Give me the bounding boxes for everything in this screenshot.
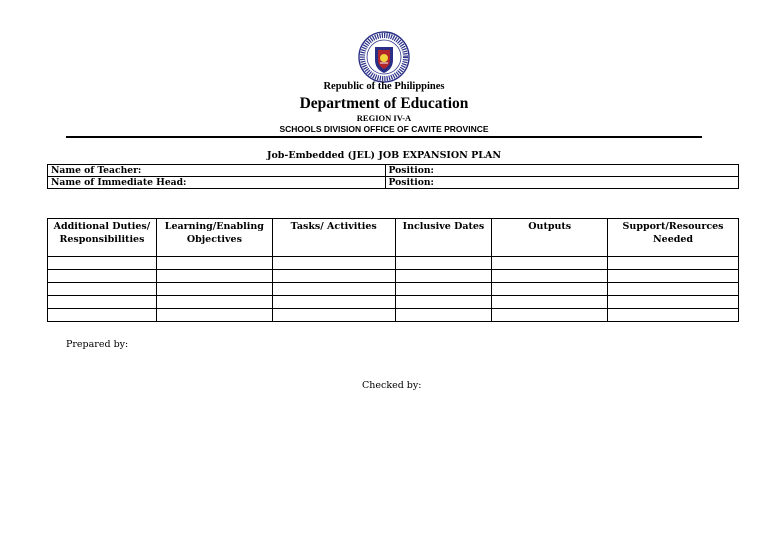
table-cell[interactable]	[395, 283, 492, 296]
head-position-field[interactable]	[385, 177, 738, 189]
table-cell[interactable]	[395, 296, 492, 309]
table-cell[interactable]	[48, 283, 157, 296]
table-cell[interactable]	[156, 257, 272, 270]
head-name-field[interactable]	[48, 177, 386, 189]
col-header-objectives: Learning/Enabling Objectives	[156, 219, 272, 257]
table-cell[interactable]	[492, 257, 608, 270]
table-cell[interactable]	[608, 257, 739, 270]
teacher-name-field[interactable]	[48, 165, 386, 177]
table-cell[interactable]	[272, 270, 395, 283]
teacher-position-field[interactable]	[385, 165, 738, 177]
table-cell[interactable]	[272, 283, 395, 296]
table-cell[interactable]	[395, 257, 492, 270]
table-cell[interactable]	[156, 270, 272, 283]
col-header-duties: Additional Duties/ Responsibilities	[48, 219, 157, 257]
table-cell[interactable]	[272, 257, 395, 270]
department-heading: Department of Education	[299, 95, 469, 112]
division-heading: SCHOOLS DIVISION OFFICE OF CAVITE PROVINCE	[279, 124, 489, 134]
table-row	[48, 283, 739, 296]
table-cell[interactable]	[395, 309, 492, 322]
teacher-row	[48, 165, 739, 177]
table-cell[interactable]	[492, 296, 608, 309]
table-cell[interactable]	[608, 283, 739, 296]
table-cell[interactable]	[48, 270, 157, 283]
teacher-label: Name of Teacher:	[51, 165, 142, 176]
table-cell[interactable]	[492, 270, 608, 283]
table-row	[48, 257, 739, 270]
table-cell[interactable]	[156, 309, 272, 322]
checked-by-label: Checked by:	[362, 380, 422, 391]
header-divider	[66, 136, 702, 138]
prepared-by-label: Prepared by:	[66, 339, 129, 350]
col-header-tasks: Tasks/ Activities	[272, 219, 395, 257]
table-cell[interactable]	[156, 296, 272, 309]
table-cell[interactable]	[156, 283, 272, 296]
table-cell[interactable]	[492, 283, 608, 296]
col-header-support: Support/Resources Needed	[608, 219, 739, 257]
table-row	[48, 270, 739, 283]
table-cell[interactable]	[395, 270, 492, 283]
position-label: Position:	[388, 165, 434, 176]
deped-seal-logo	[358, 31, 410, 83]
col-header-outputs: Outputs	[492, 219, 608, 257]
republic-heading: Republic of the Philippines	[323, 81, 445, 92]
table-cell[interactable]	[48, 309, 157, 322]
table-cell[interactable]	[48, 257, 157, 270]
table-cell[interactable]	[48, 296, 157, 309]
head-row	[48, 177, 739, 189]
table-row	[48, 309, 739, 322]
table-cell[interactable]	[608, 296, 739, 309]
document-title: Job-Embedded (JEL) JOB EXPANSION PLAN	[266, 150, 502, 161]
region-heading: REGION IV-A	[356, 113, 412, 123]
expansion-plan-table	[47, 218, 739, 322]
table-cell[interactable]	[608, 270, 739, 283]
head-label: Name of Immediate Head:	[51, 177, 187, 188]
teacher-info-table	[47, 164, 739, 189]
table-cell[interactable]	[608, 309, 739, 322]
table-row	[48, 296, 739, 309]
table-cell[interactable]	[272, 309, 395, 322]
table-header-row	[48, 219, 739, 257]
table-cell[interactable]	[272, 296, 395, 309]
col-header-dates: Inclusive Dates	[395, 219, 492, 257]
table-cell[interactable]	[492, 309, 608, 322]
position-label: Position:	[388, 177, 434, 188]
